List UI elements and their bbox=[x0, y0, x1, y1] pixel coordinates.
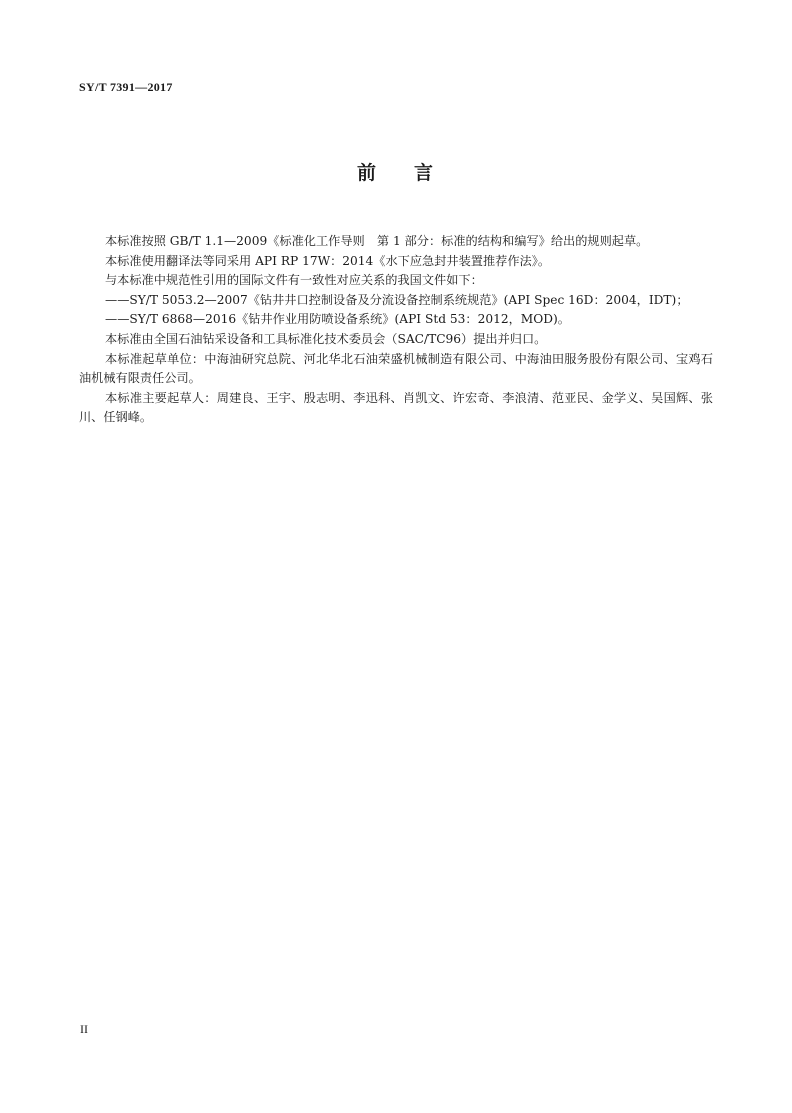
paragraph-drafting-units: 本标准起草单位：中海油研究总院、河北华北石油荣盛机械制造有限公司、中海油田服务股份有限公司、宝鸡石油机械有限责任公司。 bbox=[79, 351, 713, 386]
foreword-body bbox=[79, 232, 713, 428]
paragraph-references-intro: 与本标准中规范性引用的国际文件有一致性对应关系的我国文件如下： bbox=[105, 273, 483, 288]
page-title bbox=[0, 158, 792, 185]
standard-code: SY/T 7391—2017 bbox=[79, 80, 173, 94]
reference-item: ——SY/T 6868—2016《钻井作业用防喷设备系统》(API Std 53：2012，MOD)。 bbox=[105, 312, 570, 327]
reference-item: ——SY/T 5053.2—2007《钻井井口控制设备及分流设备控制系统规范》(API Spec 16D：2004，IDT)； bbox=[105, 292, 689, 307]
title-char-1: 前 bbox=[356, 162, 378, 184]
title-char-2: 言 bbox=[414, 162, 436, 184]
paragraph-adoption: 本标准使用翻译法等同采用 API RP 17W：2014《水下应急封井装置推荐作法》。 bbox=[105, 253, 551, 268]
paragraph-proposer: 本标准由全国石油钻采设备和工具标准化技术委员会（SAC/TC96）提出并归口。 bbox=[105, 331, 547, 346]
page-number: II bbox=[80, 1022, 88, 1036]
paragraph-drafters: 本标准主要起草人：周建良、王宇、殷志明、李迅科、肖凯文、许宏奇、李浪清、范亚民、金学义、吴国辉、张川、任钢峰。 bbox=[79, 390, 713, 425]
paragraph-drafting-rules: 本标准按照 GB/T 1.1—2009《标准化工作导则 第 1 部分：标准的结构和编写》给出的规则起草。 bbox=[105, 234, 649, 248]
